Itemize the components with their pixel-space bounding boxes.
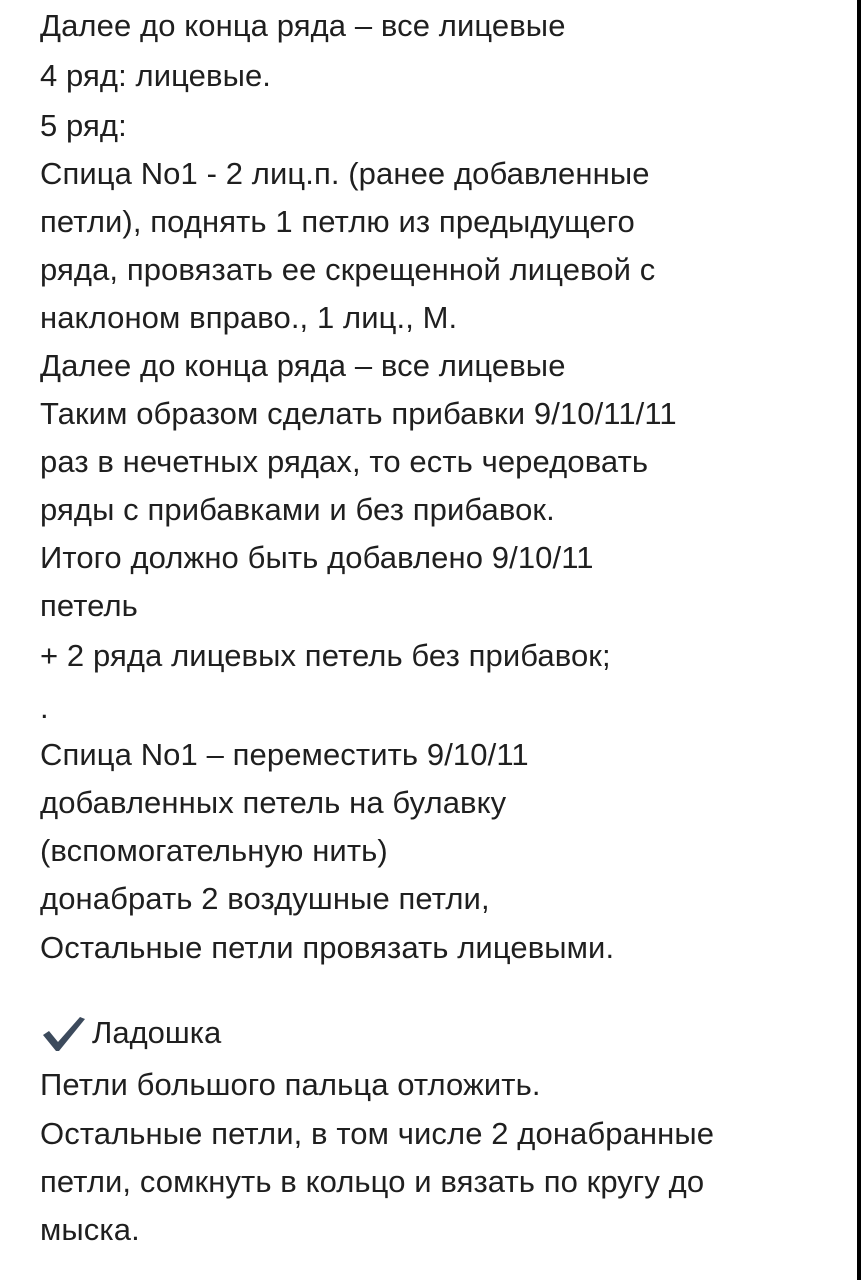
text-line: наклоном вправо., 1 лиц., М. xyxy=(40,300,458,335)
text-line: Далее до конца ряда – все лицевые xyxy=(40,348,566,383)
text-line: ряда, провязать ее скрещенной лицевой с xyxy=(40,252,656,287)
text-line-dot: . xyxy=(40,690,49,725)
text-line: петли), поднять 1 петлю из предыдущего xyxy=(40,204,635,239)
text-line: добавленных петель на булавку xyxy=(40,785,507,820)
text-line: мыска. xyxy=(40,1212,140,1247)
text-line: Спица No1 - 2 лиц.п. (ранее добавленные xyxy=(40,156,650,191)
text-line: Таким образом сделать прибавки 9/10/11/11 xyxy=(40,396,677,431)
text-line: ряды с прибавками и без прибавок. xyxy=(40,492,555,527)
text-line: Спица No1 – переместить 9/10/11 xyxy=(40,737,529,772)
text-line: петель xyxy=(40,588,138,623)
text-line: донабрать 2 воздушные петли, xyxy=(40,881,490,916)
text-line: раз в нечетных рядах, то есть чередовать xyxy=(40,444,649,479)
text-line: Остальные петли, в том числе 2 донабранные xyxy=(40,1116,715,1151)
check-mark-icon xyxy=(40,1013,88,1053)
text-line: Далее до конца ряда – все лицевые xyxy=(40,8,566,43)
text-line: Петли большого пальца отложить. xyxy=(40,1067,541,1102)
scrollbar[interactable] xyxy=(857,0,861,1280)
text-line: Остальные петли провязать лицевыми. xyxy=(40,930,615,965)
section-heading xyxy=(40,1013,221,1053)
text-line: петли, сомкнуть в кольцо и вязать по кругу до xyxy=(40,1164,705,1199)
section-title: Ладошка xyxy=(92,1015,222,1050)
text-line: 5 ряд: xyxy=(40,108,127,143)
text-line: Итого должно быть добавлено 9/10/11 xyxy=(40,540,594,575)
text-line: 4 ряд: лицевые. xyxy=(40,58,272,93)
text-line: + 2 ряда лицевых петель без прибавок; xyxy=(40,638,611,673)
text-line: (вспомогательную нить) xyxy=(40,833,388,868)
